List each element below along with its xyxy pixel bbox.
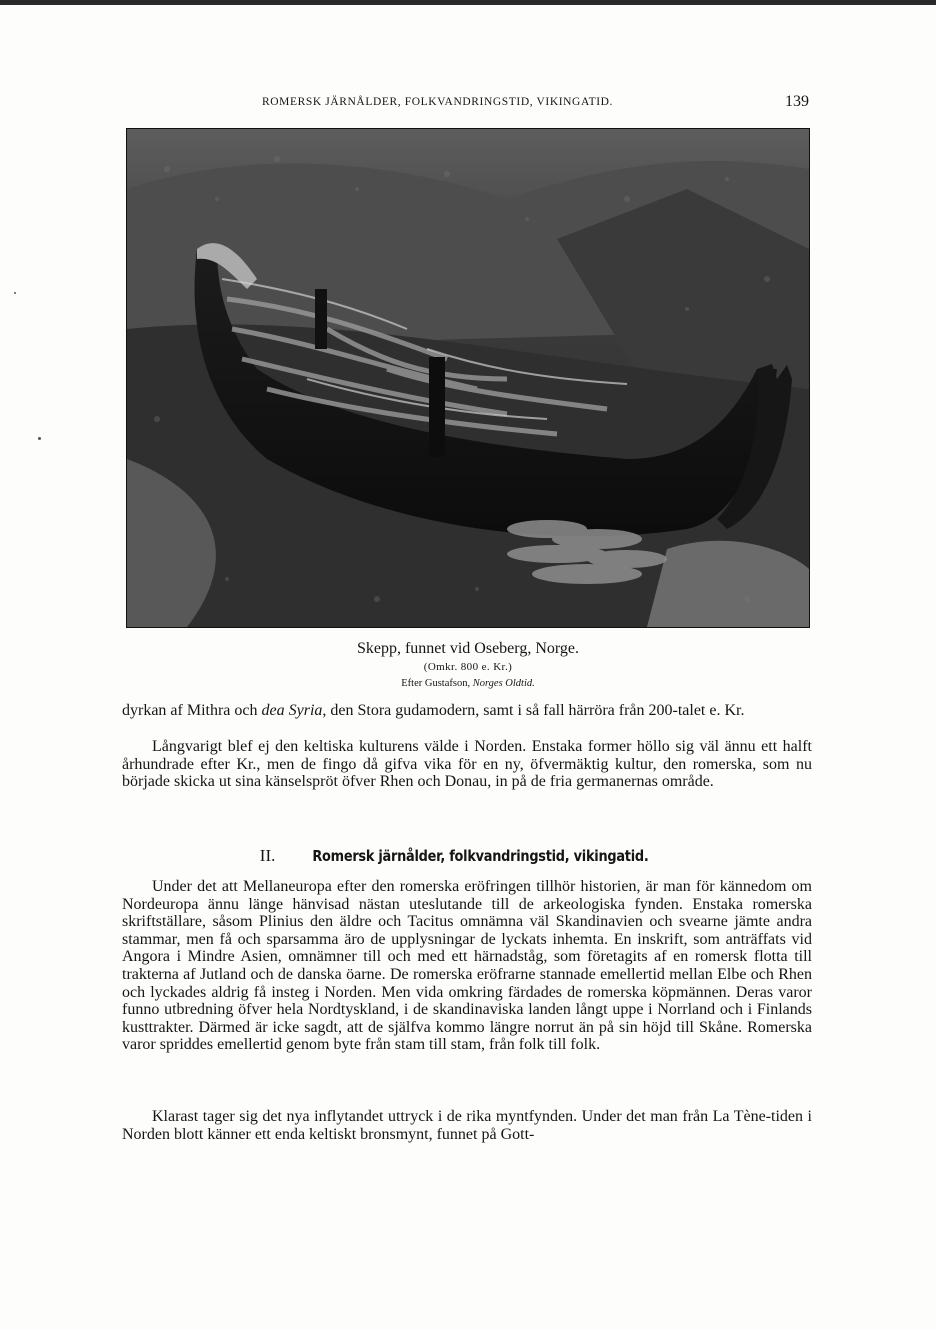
figure-source-title: Norges Oldtid. — [472, 678, 535, 689]
figure-date: (Omkr. 800 e. Kr.) — [423, 661, 513, 673]
top-page-border — [0, 0, 936, 5]
running-header: ROMERSK JÄRNÅLDER, FOLKVANDRINGSTID, VIKINGATID. — [262, 96, 614, 108]
section-heading — [0, 846, 936, 866]
figure-caption: Skepp, funnet vid Oseberg, Norge. — [356, 640, 580, 657]
paragraph-1-part-b: , den Stora gudamodern, samt i så fall härröra från 200-talet e. Kr. — [322, 702, 745, 719]
figure-source — [0, 678, 936, 689]
figure-source-author: Efter Gustafson, — [401, 678, 473, 689]
paragraph-2-text: Långvarigt blef ej den keltiska kulturens välde i Norden. Enstaka former höllo sig väl ännu ett halft århundrade efter Kr., men de fingo då gifva vika för en ny, öfvermäktig kultur, den romerska, som nu började skicka ut sina känselspröt öfver Rhen och Donau, in på de fria germanernas område. — [122, 738, 812, 791]
paragraph-celtic-decline — [122, 738, 812, 791]
paragraph-4-text: Klarast tager sig det nya inflytandet uttryck i de rika myntfynden. Under det man från La Tène-tiden i Norden blott känner ett enda keltiskt bronsmynt, funnet på Gott- — [122, 1108, 812, 1143]
print-speck — [14, 292, 16, 294]
page-number: 139 — [785, 93, 809, 110]
paragraph-1-emphasis: dea Syria — [261, 702, 323, 719]
paragraph-1-part-a: dyrkan af Mithra och — [122, 702, 262, 719]
section-title: Romersk järnålder, folkvandringstid, vikingatid. — [312, 847, 649, 865]
section-number: II. — [259, 846, 276, 865]
paragraph-3-text: Under det att Mellaneuropa efter den romerska eröfringen tillhör historien, är man för kännedom om Nordeuropa ännu länge hänvisad nästan uteslutande till de arkeologiska fynden. Enstaka romerska skriftställare, såsom Plinius den äldre och Tacitus omnämna väl Skandinavien och svearne jämte andra stammar, men få och sparsamma äro de upplysningar de lyckats inhemta. En inskrift, som anträffats vid Angora i Mindre Asien, omnämner till och med ett härnadståg, som företagits af en romersk flotta till trakterna af Jutland och de danska öarne. De romerska eröfrarne stannade emellertid mellan Elbe och Rhen och lyckades aldrig få insteg i Norden. Men vida omkring färdades de romerska köpmännen. Deras varor funno utbredning öfver hela Nordtyskland, i de skandinaviska landen långt uppe i Norrland och i Finlands kusttrakter. Därmed är icke sagdt, att de själfva kommo längre norrut än på sin höjd till Skåne. Romerska varor spriddes emellertid genom byte från stam till stam, från folk till folk. — [122, 878, 812, 1054]
print-speck — [38, 437, 41, 440]
paragraph-roman-influence — [122, 878, 812, 1054]
ship-photograph — [126, 128, 810, 628]
paragraph-coin-finds — [122, 1108, 812, 1143]
paragraph-continuation — [122, 702, 812, 720]
